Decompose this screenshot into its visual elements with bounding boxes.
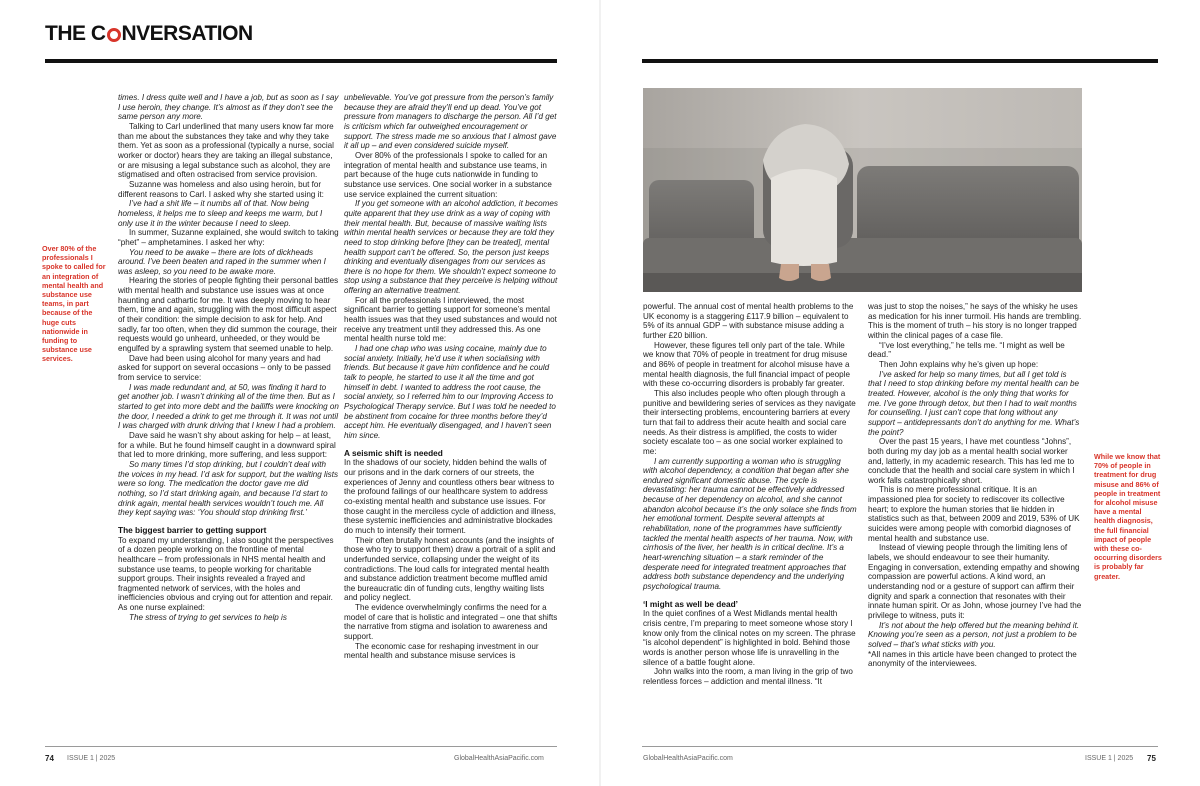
- pull-quote-right: While we know that 70% of people in treatment for drug misuse and 86% of people in treatment for alcohol misuse have a mental health diagnosis, the full financial impact of people with these co-occurring disorders is probably far greater.: [1094, 452, 1162, 581]
- article-photo: [643, 88, 1082, 292]
- article-column-3: [643, 302, 857, 687]
- body-paragraph: unbelievable. You’ve got pressure from the person’s family because they are afraid they’ll end up dead. You’ve got pressure from managers to discharge the person. All I’d get is criticism which far outweighed encouragement or support. The stress made me so anxious that I almost gave it all up – and even considered suicide myself.: [344, 93, 557, 151]
- page-spread-gutter: [599, 0, 601, 786]
- issue-label-left: ISSUE 1 | 2025: [67, 755, 116, 762]
- body-paragraph: Hearing the stories of people fighting their personal battles with mental health and substance use issues was at once haunting and cathartic for me. It was deeply moving to hear them, time and again, struggling with the most difficult aspect of their condition: the simple decision to ask for help. And sadly, far too often, when they did summon the courage, their requests would go unheard, unheeded, or they would be engulfed by a sprawling system that seemed unable to help.: [118, 276, 339, 354]
- article-column-4: [868, 302, 1082, 669]
- section-heading: The biggest barrier to getting support: [118, 524, 267, 535]
- body-paragraph: powerful. The annual cost of mental health problems to the UK economy is a staggering £117.9 billion – equivalent to 5% of its annual GDP – with substance misuse adding a further £20 billion.: [643, 302, 854, 340]
- body-paragraph: *All names in this article have been changed to protect the anonymity of the interviewees.: [868, 649, 1077, 669]
- page-number-right: 75: [1147, 754, 1156, 763]
- page-number-left: 74: [45, 754, 54, 763]
- body-paragraph: However, these figures tell only part of the tale. While we know that 70% of people in treatment for drug misuse and 86% of people in treatment for alcohol misuse have a mental health diagnosis, the full financial impact of people with these co-occurring disorders is probably far greater.: [643, 340, 850, 389]
- section-heading: A seismic shift is needed: [344, 447, 443, 458]
- body-paragraph: I am currently supporting a woman who is struggling with alcohol dependency, a condition that began after she endured significant domestic abuse. The cycle is devastating: her trauma cannot be effectively addressed because of her dependency on alcohol, and she cannot abandon alcohol because it’s the only solace she finds from her emotional torment. Despite several attempts at rehabilitation, none of the programmes have sufficiently tackled the mental health aspects of her trauma. Now, with cirrhosis of the liver, her health is in critical decline. It’s a heart-wrenching situation – a stark reminder of the desperate need for integrated treatment approaches that address both substance dependency and the underlying psychological trauma.: [643, 456, 857, 592]
- woman-on-sofa-illustration: [643, 88, 1082, 292]
- pull-quote-left: Over 80% of the professionals I spoke to called for an integration of mental health and substance use teams, in part because of the huge cuts nationwide in funding to substance use services.: [42, 244, 106, 364]
- body-paragraph: In the quiet confines of a West Midlands mental health crisis centre, I’m preparing to meet someone whose story I know only from the clinical notes on my screen. The phrase “is alcohol dependent” is highlighted in bold. Behind those words is another person whose life is unravelling in the silence of a battle fought alone.: [643, 609, 856, 667]
- body-paragraph: was just to stop the noises,” he says of the whisky he uses as medication for his inner turmoil. His hands are trembling. This is the moment of truth – his story is no longer trapped within the clinical pages of a case file.: [868, 302, 1082, 340]
- body-paragraph: The economic case for reshaping investment in our mental health and substance misuse services is: [344, 641, 539, 661]
- body-paragraph: Dave said he wasn’t shy about asking for help – at least, for a while. But he found himself caught in a downward spiral that led to more drinking, more suffering, and less support:: [118, 430, 336, 460]
- right-header-rule: [642, 59, 1158, 63]
- left-footer-rule: [45, 746, 557, 747]
- body-paragraph: It’s not about the help offered but the meaning behind it. Knowing you’re seen as a person, not just a problem to be solved – that’s what sticks with you.: [868, 620, 1080, 649]
- body-paragraph: I’ve had a shit life – it numbs all of that. Now being homeless, it helps me to sleep and keeps me warm, but I only use it in the winter because I need to sleep.: [118, 199, 323, 228]
- body-paragraph: You need to be awake – there are lots of dickheads around. I’ve been beaten and raped in the summer when I was asleep, so you need to be awake more.: [118, 247, 326, 276]
- article-column-1: [118, 93, 339, 622]
- body-paragraph: Their often brutally honest accounts (and the insights of those who try to support them) draw a portrait of a split and underfunded service, collapsing under the weight of its contradictions. The loud calls for integrated mental health and substance addiction treatment become muffled amid the bureaucratic din of funding cuts, lengthy waiting lists and policy neglect.: [344, 535, 556, 603]
- right-footer-rule: [642, 746, 1158, 747]
- body-paragraph: I had one chap who was using cocaine, mainly due to social anxiety. Initially, he’d use it when socialising with friends. But because it gave him confidence and he could talk to people, he started to use it all the time and got himself in debt. I wanted to address the root cause, the social anxiety, so I referred him to our Improving Access to Psychological Therapy service. But I was told he needed to be abstinent from cocaine for three months before they’d accept him. He eventually disengaged, and I haven’t seen him since.: [344, 344, 556, 440]
- left-header-rule: [45, 59, 557, 63]
- body-paragraph: Suzanne was homeless and also using heroin, but for different reasons to Carl. I asked why she started using it:: [118, 179, 324, 199]
- section-heading: ‘I might as well be dead’: [643, 598, 738, 609]
- body-paragraph: So many times I’d stop drinking, but I couldn’t deal with the voices in my head. I’d ask for support, but the waiting lists were so long. The medication the doctor gave me did nothing, so I’d start drinking again, and because I’d start to drink again, mental health services wouldn’t touch me. All they kept saying was: ‘You should stop drinking first.’: [118, 459, 338, 518]
- body-paragraph: times. I dress quite well and I have a job, but as soon as I say I use heroin, they change. It’s almost as if they don’t see the same person any more.: [118, 93, 339, 122]
- body-paragraph: John walks into the room, a man living in the grip of two relentless forces – addiction and mental illness. “It: [643, 667, 853, 686]
- body-paragraph: If you get someone with an alcohol addiction, it becomes quite apparent that they use drink as a way of coping with their mental health. But, because of massive waiting lists within mental health services or because they are told they need to stop drinking before [they can be treated], mental health support can’t be offered. So, the person just keeps drinking and eventually disengages from our services as there is no hope for them. We shouldn’t expect someone to stop using a substance that they perceive is helping without offering an alternative treatment.: [344, 199, 558, 296]
- site-url-left: GlobalHealthAsiaPacific.com: [454, 755, 544, 762]
- body-paragraph: Dave had been using alcohol for many years and had asked for support on several occasions – only to be passed from service to service:: [118, 353, 331, 383]
- body-paragraph: This is no mere professional critique. It is an impassioned plea for society to rediscover its collective heart; to explore the human stories that lie hidden in statistics such as that, between 2009 and 2019, 53% of UK suicides were among people with comorbid diagnoses of mental health and substance use.: [868, 485, 1080, 543]
- body-paragraph: I was made redundant and, at 50, was finding it hard to get another job. I wasn’t drinking all of the time then. But as I started to get into more debt and the bailiffs were knocking on the door, I needed a drink to get me through it. It was not until I was charged with drunk driving that I knew I had a problem.: [118, 382, 339, 431]
- body-paragraph: Talking to Carl underlined that many users know far more than me about the substances they take and why they take them. Yet as soon as a professional (typically a nurse, social worker or doctor) hears they are taking an illegal substance, or are misusing a legal substance such as alcohol, they are stigmatised and often ostracised from service provision.: [118, 121, 334, 180]
- body-paragraph: Then John explains why he’s given up hope:: [879, 359, 1039, 369]
- body-paragraph: Instead of viewing people through the limiting lens of labels, we should endeavour to see their humanity. Engaging in conversation, extending empathy and showing compassion are powerful actions. A kind word, an understanding nod or a gesture of support can affirm their dignity and spark a connection that resonates with their innate human spirit. Or as John, whose journey I’ve had the privilege to witness, puts it:: [868, 543, 1082, 620]
- article-column-2: [344, 93, 558, 661]
- body-paragraph: To expand my understanding, I also sought the perspectives of a dozen people working on the frontline of mental healthcare – from professionals in NHS mental health and substance use teams, to people working for charitable support groups. Their insights revealed a frayed and fragmented network of services, with the holes and inefficiencies obvious and crying out for attention and repair. As one nurse explained:: [118, 535, 334, 613]
- site-url-right: GlobalHealthAsiaPacific.com: [643, 755, 733, 762]
- body-paragraph: In summer, Suzanne explained, she would switch to taking “phet” – amphetamines. I asked her why:: [118, 228, 339, 247]
- body-paragraph: This also includes people who often plough through a punitive and bewildering series of services as they navigate their intersecting problems, encountering barriers at every turn that fail to address their acute health and social care needs. As their distress is amplified, the costs to wider society escalate too – as one social worker explained to me:: [643, 388, 856, 456]
- body-paragraph: I’ve asked for help so many times, but all I get told is that I need to stop drinking before my mental health can be treated. However, alcohol is the only thing that works for me. I’ve gone through detox, but then I had to wait months for counselling. I just can’t cope that long without any support – antidepressants don’t do anything for me. What’s the point?: [868, 369, 1080, 437]
- body-paragraph: The evidence overwhelmingly confirms the need for a model of care that is holistic and integrated – one that shifts the narrative from stigma and isolation to awareness and support.: [344, 603, 558, 642]
- the-conversation-logo: THE C NVERSATION: [45, 22, 253, 45]
- issue-label-right: ISSUE 1 | 2025: [1085, 755, 1134, 762]
- body-paragraph: “I’ve lost everything,” he tells me. “I might as well be dead.”: [868, 340, 1065, 360]
- logo-o-ring-icon: [107, 28, 121, 42]
- body-paragraph: Over the past 15 years, I have met countless “Johns”, both during my day job as a mental health social worker and, latterly, in my academic research. This has led me to conclude that the health and social care system in which I work falls catastrophically short.: [868, 437, 1075, 485]
- body-paragraph: For all the professionals I interviewed, the most significant barrier to getting support for someone’s mental health issues was that they used substances and would not receive any treatment until they addressed this. As one mental health nurse told me:: [344, 295, 557, 344]
- body-paragraph: The stress of trying to get services to help is: [129, 612, 287, 622]
- body-paragraph: Over 80% of the professionals I spoke to called for an integration of mental health and substance use teams, in part because of the huge cuts nationwide in funding to substance use services. One social worker in a substance use service explained the current situation:: [344, 150, 552, 199]
- body-paragraph: In the shadows of our society, hidden behind the walls of our prisons and in the dark corners of our streets, the experiences of Jenny and countless others bear witness to the profound failings of our healthcare system to address co-existing mental health and substance use issues. For those caught in the merciless cycle of addiction and illness, these systemic inefficiencies and administrative blockades do much to intensify their torment.: [344, 458, 556, 535]
